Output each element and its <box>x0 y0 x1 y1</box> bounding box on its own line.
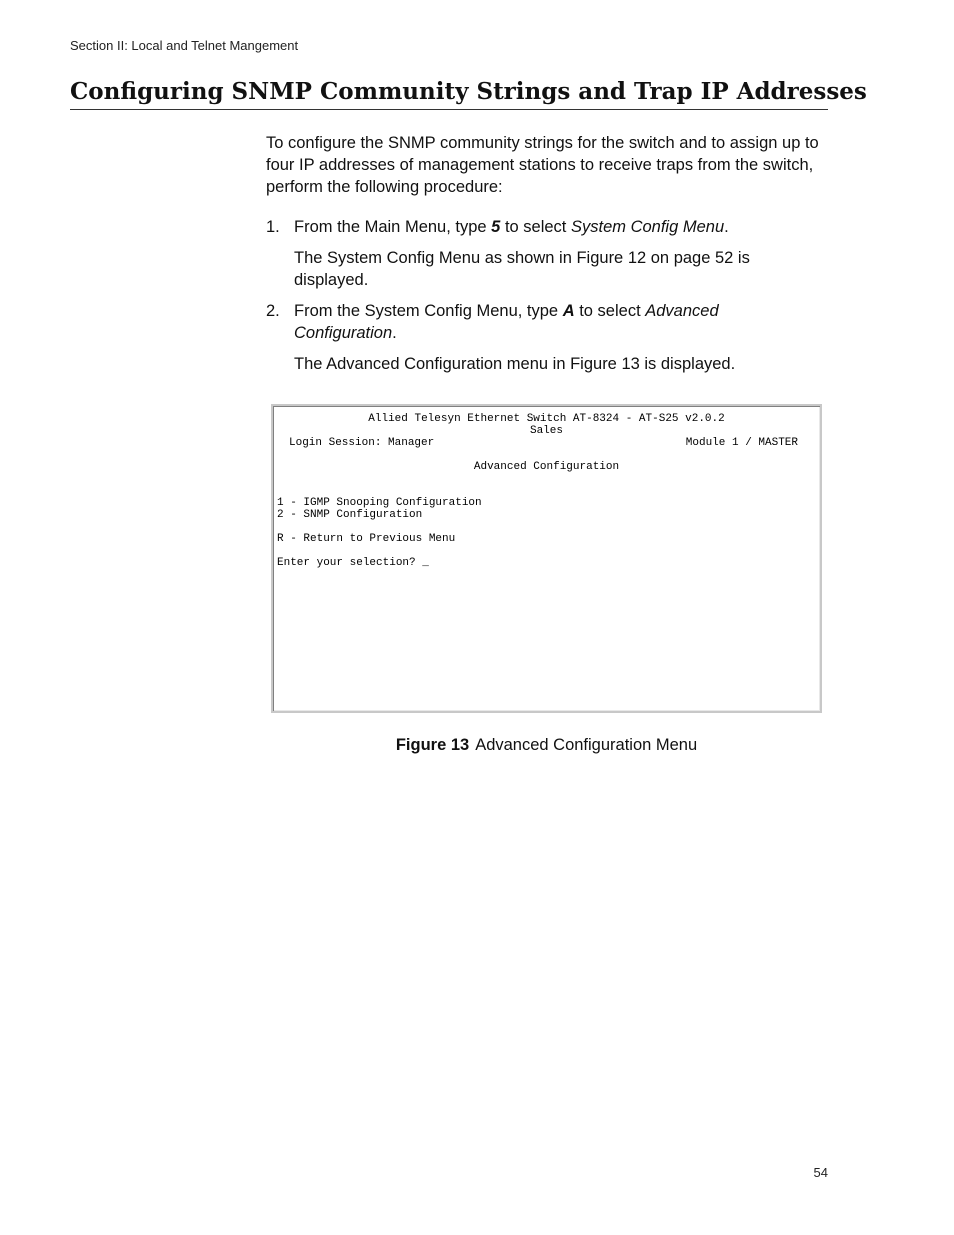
terminal-session: Login Session: Manager <box>289 437 435 449</box>
step-text-post: . <box>724 218 729 236</box>
step-text-post: . <box>392 324 397 342</box>
menu-option-snmp[interactable]: 2 - SNMP Configuration <box>277 509 423 521</box>
running-header: Section II: Local and Telnet Mangement <box>70 38 299 53</box>
step-number: 1. <box>266 218 280 236</box>
menu-option-igmp[interactable]: 1 - IGMP Snooping Configuration <box>277 497 482 509</box>
terminal-banner: Allied Telesyn Ethernet Switch AT-8324 - AT-S25 v2.0.2 <box>368 413 725 425</box>
step-2 <box>266 300 822 344</box>
figure-caption-text: Advanced Configuration Menu <box>475 736 698 754</box>
step-1 <box>266 216 822 238</box>
step-2-result: The Advanced Configuration menu in Figure 13 is displayed. <box>294 355 736 373</box>
menu-option-return[interactable]: R - Return to Previous Menu <box>277 533 456 545</box>
step-text-mid: to select <box>574 302 646 320</box>
figure-caption <box>271 734 822 756</box>
step-instruction <box>294 300 822 344</box>
terminal-prompt[interactable]: Enter your selection? _ <box>277 557 429 569</box>
page-number: 54 <box>813 1165 828 1180</box>
terminal-screenshot <box>271 404 822 713</box>
step-number: 2. <box>266 302 280 320</box>
step-text-pre: From the Main Menu, type <box>294 218 492 236</box>
terminal-system-name: Sales <box>529 425 563 437</box>
step-key: 5 <box>491 218 501 236</box>
intro-paragraph: To configure the SNMP community strings for the switch and to assign up to four IP addresses of management stations to receive traps from the switch, perform the following procedure: <box>266 134 819 196</box>
figure-label: Figure 13 <box>395 736 470 754</box>
step-instruction <box>294 216 822 238</box>
terminal-menu-title: Advanced Configuration <box>473 461 620 473</box>
step-key: A <box>562 302 575 320</box>
section-title: Configuring SNMP Community Strings and Trap IP Addresses <box>70 76 828 110</box>
terminal-module: Module 1 / MASTER <box>685 437 798 449</box>
step-text-pre: From the System Config Menu, type <box>294 302 563 320</box>
step-target: System Config Menu <box>570 218 725 236</box>
step-text-mid: to select <box>500 218 571 236</box>
procedure-body <box>266 132 822 384</box>
step-1-result: The System Config Menu as shown in Figure 12 on page 52 is displayed. <box>294 249 750 289</box>
step-target: Advanced Configuration <box>294 302 719 342</box>
